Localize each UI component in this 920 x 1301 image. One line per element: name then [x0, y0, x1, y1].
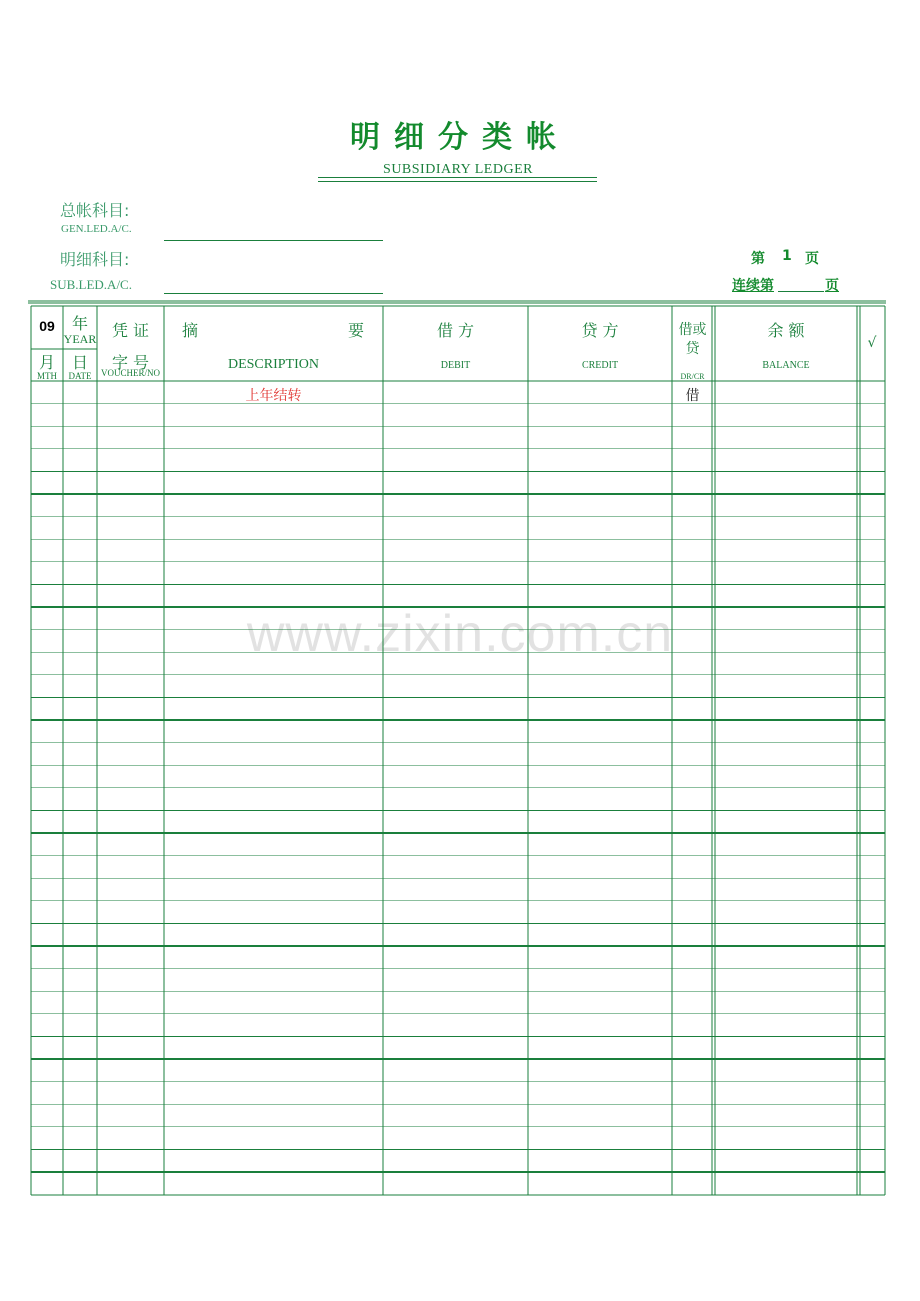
credit-label-en: CREDIT [581, 360, 619, 371]
balance-label-en: BALANCE [762, 360, 810, 371]
page-number: 1 [782, 248, 792, 264]
description-label-en: DESCRIPTION [227, 357, 319, 372]
page-prefix: 第 [751, 251, 765, 267]
month-value: 09 [39, 318, 55, 334]
year-label: 年 [71, 314, 88, 333]
day-label: 日 [71, 353, 88, 372]
row-1-drcr: 借 [685, 388, 700, 404]
gen-ledger-label-en: GEN.LED.A/C. [61, 223, 132, 235]
sub-ledger-label-en: SUB.LED.A/C. [50, 277, 132, 292]
voucher-label: 凭 证 [111, 321, 150, 340]
drcr-label: 借或 [678, 322, 707, 338]
credit-label: 贷 方 [581, 321, 619, 340]
page-subtitle: SUBSIDIARY LEDGER [383, 162, 533, 177]
row-1-description: 上年结转 [245, 388, 302, 404]
check-icon: √ [867, 335, 877, 351]
continued-page-suffix: 页 [825, 278, 839, 294]
page-title: 明细分类帐 [350, 120, 570, 155]
gen-ledger-label: 总帐科目: [60, 201, 130, 220]
description-label-left: 摘 [182, 321, 199, 340]
drcr-label-2: 贷 [685, 341, 700, 357]
continued-page-label: 连续第 [732, 278, 774, 294]
month-label: 月 [38, 353, 55, 372]
sub-ledger-label: 明细科目: [60, 250, 130, 269]
watermark: www.zixin.com.cn [246, 605, 674, 663]
debit-label: 借 方 [436, 321, 475, 340]
voucher-label-en: VOUCHER/NO [100, 368, 160, 378]
drcr-label-en: DR/CR [680, 372, 705, 381]
debit-label-en: DEBIT [440, 360, 471, 371]
day-label-en: DATE [68, 371, 92, 381]
year-label-en: YEAR [63, 332, 97, 346]
page-suffix: 页 [805, 251, 819, 267]
voucher-label-2: 字 号 [111, 353, 150, 372]
balance-label: 余 额 [767, 321, 805, 340]
description-label-right: 要 [348, 321, 365, 340]
month-label-en: MTH [37, 371, 57, 381]
